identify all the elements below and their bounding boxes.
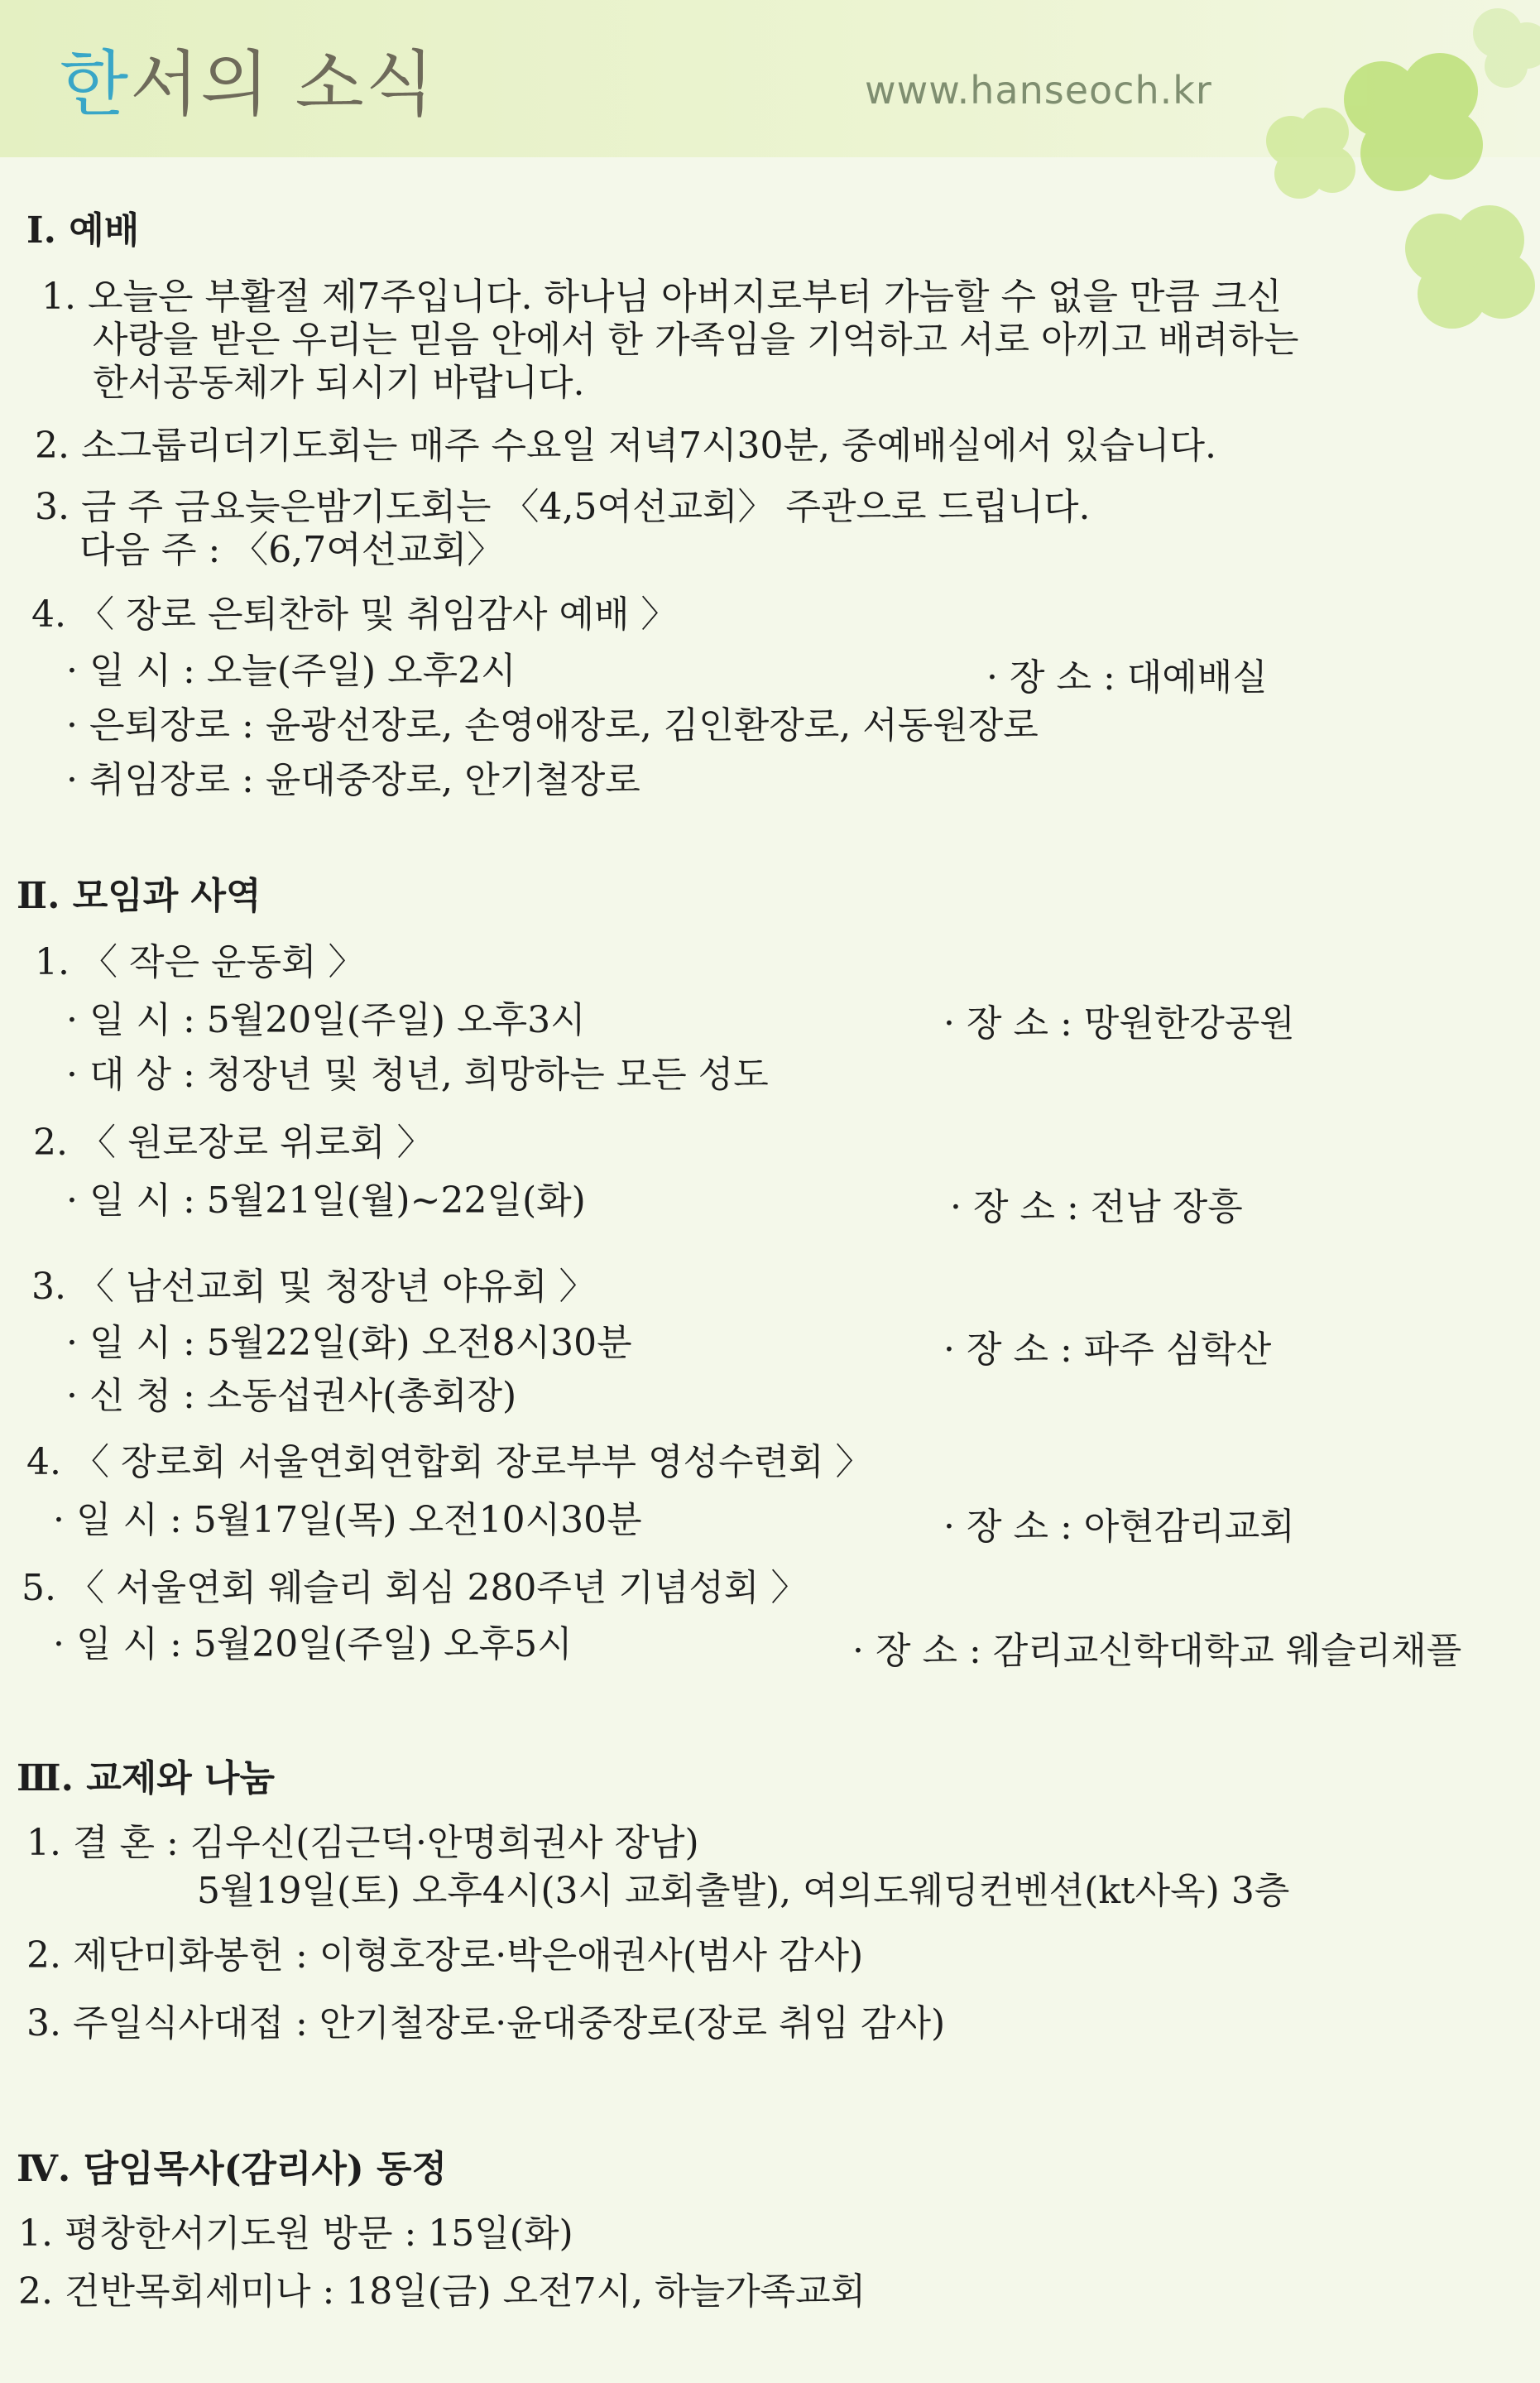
- worship-item-1-line-1: 1. 오늘은 부활절 제7주입니다. 하나님 아버지로부터 가늠할 수 없을 만큼 크신: [41, 276, 1282, 318]
- meetings-item-3-title: 3. 〈 남선교회 및 청장년 야유회 〉: [31, 1266, 596, 1308]
- worship-item-3-line-1: 3. 금 주 금요늦은밤기도회는 〈4,5여선교회〉 주관으로 드립니다.: [35, 486, 1091, 528]
- meetings-item-3-place: · 장 소 : 파주 심학산: [943, 1328, 1272, 1371]
- pastor-news-item-2: 2. 건반목회세미나 : 18일(금) 오전7시, 하늘가족교회: [18, 2270, 866, 2313]
- newsletter-title: [60, 35, 436, 134]
- fellowship-item-3: 3. 주일식사대접 : 안기철장로·윤대중장로(장로 취임 감사): [26, 2002, 946, 2044]
- worship-item-1-line-2: 사랑을 받은 우리는 믿음 안에서 한 가족임을 기억하고 서로 아끼고 배려하는: [93, 319, 1299, 361]
- worship-item-4-date: · 일 시 : 오늘(주일) 오후2시: [66, 650, 516, 692]
- title-text: 서의 소식: [130, 43, 436, 126]
- meetings-item-4-date: · 일 시 : 5월17일(목) 오전10시30분: [53, 1499, 642, 1541]
- worship-item-4-title: 4. 〈 장로 은퇴찬하 및 취임감사 예배 〉: [31, 593, 678, 636]
- meetings-item-5-place: · 장 소 : 감리교신학대학교 웨슬리채플: [852, 1630, 1462, 1672]
- worship-item-3-line-2: 다음 주 : 〈6,7여선교회〉: [79, 529, 504, 571]
- section-heading-fellowship: Ⅲ. 교제와 나눔: [17, 1757, 276, 1799]
- title-accent: 한: [60, 43, 131, 126]
- section-heading-worship: Ⅰ. 예배: [26, 209, 140, 252]
- meetings-item-1-place: · 장 소 : 망원한강공원: [943, 1002, 1295, 1045]
- website-url[interactable]: www.hanseoch.kr: [865, 68, 1212, 113]
- meetings-item-2-title: 2. 〈 원로장로 위로회 〉: [33, 1122, 434, 1164]
- meetings-item-2-date: · 일 시 : 5월21일(월)~22일(화): [66, 1179, 586, 1222]
- fellowship-item-1-line-2: 5월19일(토) 오후4시(3시 교회출발), 여의도웨딩컨벤션(kt사옥) 3층: [197, 1870, 1290, 1912]
- meetings-item-4-place: · 장 소 : 아현감리교회: [943, 1506, 1295, 1548]
- fellowship-item-1-line-1: 1. 결 혼 : 김우신(김근덕·안명희권사 장남): [26, 1822, 699, 1864]
- meetings-item-1-target: · 대 상 : 청장년 및 청년, 희망하는 모든 성도: [66, 1054, 769, 1096]
- worship-item-4-retiring: · 은퇴장로 : 윤광선장로, 손영애장로, 김인환장로, 서동원장로: [66, 704, 1039, 747]
- meetings-item-5-title: 5. 〈 서울연회 웨슬리 회심 280주년 기념성회 〉: [22, 1567, 808, 1609]
- section-heading-meetings: Ⅱ. 모임과 사역: [17, 875, 261, 917]
- meetings-item-3-apply: · 신 청 : 소동섭권사(총회장): [66, 1375, 517, 1417]
- meetings-item-1-date: · 일 시 : 5월20일(주일) 오후3시: [66, 999, 586, 1041]
- pastor-news-item-1: 1. 평창한서기도원 방문 : 15일(화): [18, 2212, 573, 2255]
- meetings-item-4-title: 4. 〈 장로회 서울연회연합회 장로부부 영성수련회 〉: [26, 1441, 872, 1483]
- worship-item-4-place: · 장 소 : 대예배실: [986, 656, 1268, 699]
- fellowship-item-2: 2. 제단미화봉헌 : 이형호장로·박은애권사(범사 감사): [26, 1934, 864, 1977]
- worship-item-4-inaugurating: · 취임장로 : 윤대중장로, 안기철장로: [66, 759, 640, 801]
- worship-item-2: 2. 소그룹리더기도회는 매주 수요일 저녁7시30분, 중예배실에서 있습니다.: [35, 425, 1216, 467]
- clover-decoration-icon: [1241, 0, 1540, 348]
- worship-item-1-line-3: 한서공동체가 되시기 바랍니다.: [93, 362, 585, 404]
- meetings-item-3-date: · 일 시 : 5월22일(화) 오전8시30분: [66, 1322, 632, 1364]
- meetings-item-2-place: · 장 소 : 전남 장흥: [950, 1186, 1243, 1228]
- section-heading-pastor-news: Ⅳ. 담임목사(감리사) 동정: [17, 2148, 448, 2190]
- meetings-item-5-date: · 일 시 : 5월20일(주일) 오후5시: [53, 1623, 573, 1665]
- meetings-item-1-title: 1. 〈 작은 운동회 〉: [35, 941, 365, 983]
